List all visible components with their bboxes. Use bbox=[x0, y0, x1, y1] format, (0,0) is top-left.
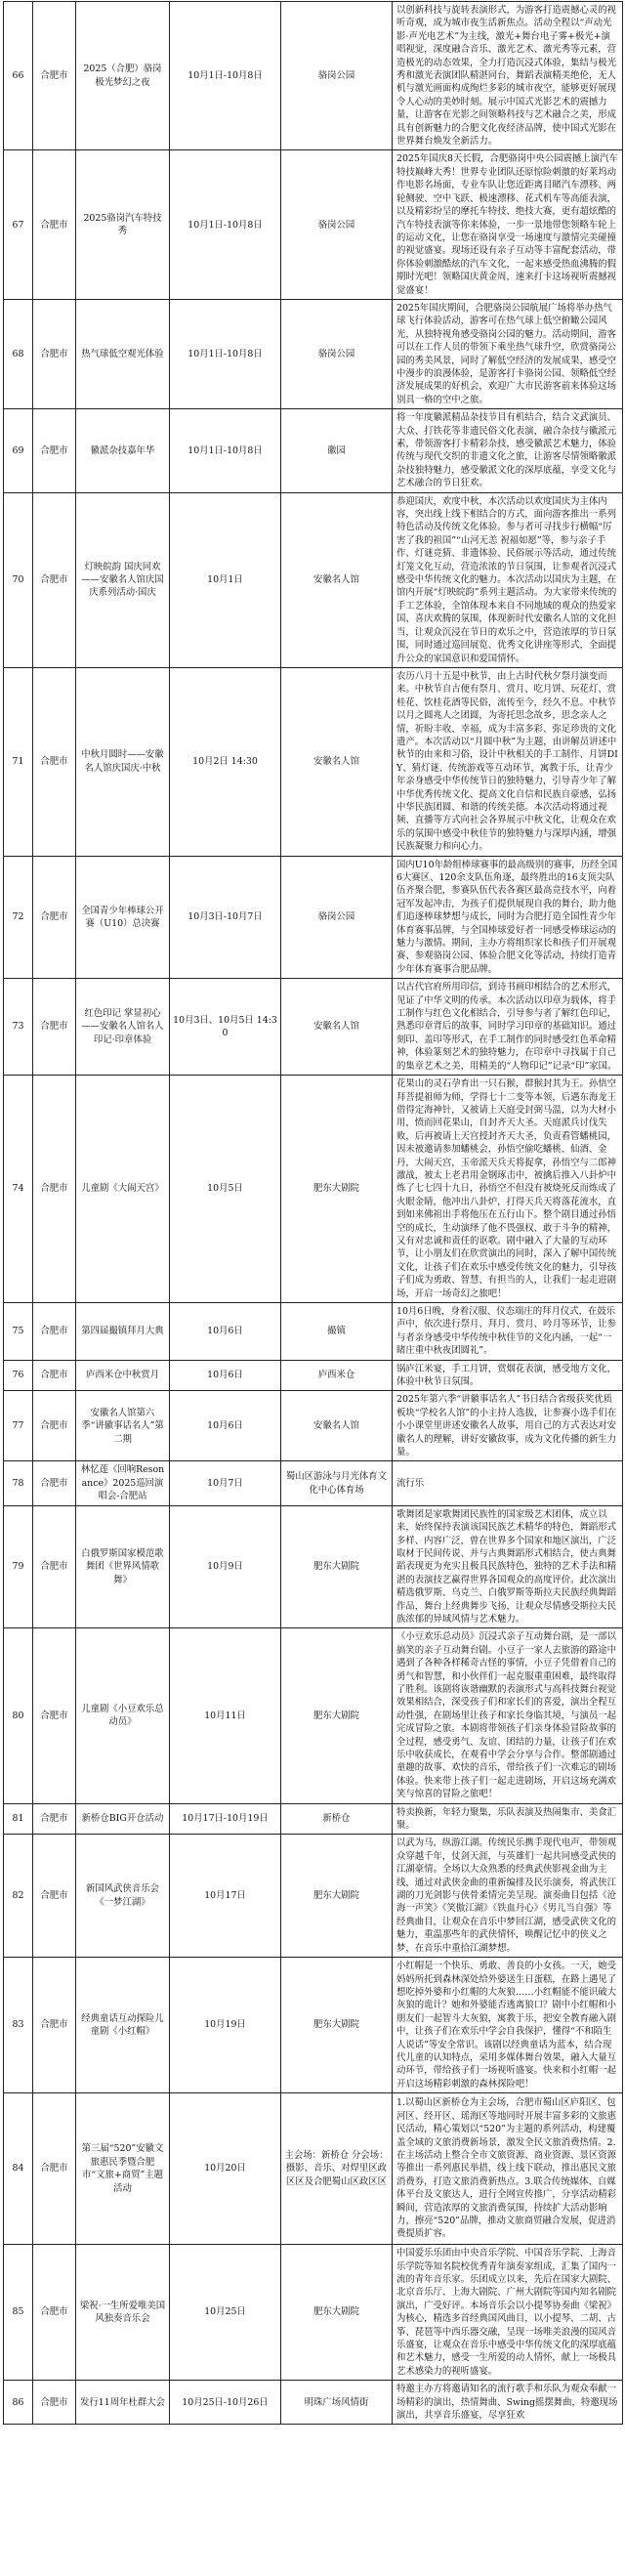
row-number: 68 bbox=[4, 299, 33, 408]
row-date: 10月20日 bbox=[170, 2093, 281, 2245]
row-activity-name: 庐西米仓中秋赏月 bbox=[76, 1360, 170, 1391]
row-description: 2025年国庆8天长假，合肥骆岗中央公园震撼上演汽车特技巅峰大秀！世界专业团队还原惊险刺激的好莱坞动作电影名场面，专业车队让您近距离目睹汽车漂移、两轮侧驶、空中飞跃、极速漂移、花式机车等高能表演，以及精彩纷呈的摩托车特技、绝技大赛，更有超炫酷的汽车特技表演等你来体验，一步一景地带您领略车轮上的运动文化，让您在骆岗享受一场速度与激情完美碰撞的视觉盛宴。现场还设有亲子互动等丰富配套活动，带你体验刺激酷炫的汽车文化，一起来感受热血沸腾的假期时光吧！领略国庆黄金周，速来打卡这场视听震撼视觉盛宴！ bbox=[393, 150, 623, 299]
table-row bbox=[4, 1391, 623, 1461]
row-date: 10月5日 bbox=[170, 1076, 281, 1303]
row-activity-name: 全国青少年棒球公开赛（U10）总决赛 bbox=[76, 856, 170, 979]
row-description: 特邀主办方将邀请知名的流行歌手和乐队为观众奉献一场精彩的演出，热情舞曲、Swing摇摆舞曲，特邀现场演出，共享音乐盛宴，尽享狂欢 bbox=[393, 2381, 623, 2425]
row-date: 10月11日 bbox=[170, 1628, 281, 1803]
table-row bbox=[4, 492, 623, 667]
row-activity-name: 中秋月圆时——安徽名人馆庆国庆·中秋 bbox=[76, 667, 170, 856]
activity-table-body bbox=[4, 2, 623, 2425]
table-row bbox=[4, 1303, 623, 1361]
row-venue: 肥东大剧院 bbox=[281, 1958, 393, 2093]
row-city: 合肥市 bbox=[33, 1360, 76, 1391]
row-description: 特卖换新，年轻力聚集，乐队表演及热闹集市、美食汇聚。 bbox=[393, 1803, 623, 1835]
row-date: 10月9日 bbox=[170, 1505, 281, 1628]
row-number: 78 bbox=[4, 1461, 33, 1505]
row-venue: 肥东大剧院 bbox=[281, 2245, 393, 2381]
row-description: 农历八月十五是中秋节，由上古时代秋夕祭月演变而来。中秋节自古便有祭月、赏月、吃月饼、玩花灯、赏桂花、饮桂花酒等民俗，流传至今，经久不息。中秋节以月之圆兆人之团圆，为寄托思念故乡，思念亲人之情，祈盼丰收、幸福，成为丰富多彩、弥足珍贵的文化遗产。本次活动以“月圆中秋”为主题，由讲解员讲述中秋节的由来和习俗，设计中秋相关的手工制作、月饼DIY、猜灯谜、传统游戏等互动环节，寓教于乐，让青少年亲身感受中华传统节日的独特魅力，引导青少年了解中华优秀传统文化、提高文化自信和民族自豪感，弘扬中华民族团圆、和谐的传统美德。本次活动将通过视频、直播等方式向社会各界展示中秋文化，让观众在欢乐的氛围中感受中秋佳节的独特魅力与深厚内涵，增强民族凝聚力和向心力。 bbox=[393, 667, 623, 856]
row-date: 10月17日 bbox=[170, 1835, 281, 1958]
row-number: 81 bbox=[4, 1803, 33, 1835]
table-row bbox=[4, 856, 623, 979]
table-row bbox=[4, 409, 623, 492]
row-city: 合肥市 bbox=[33, 1303, 76, 1361]
row-activity-name: 灯映皖韵 国庆同欢——安徽名人馆庆国庆系列活动·国庆 bbox=[76, 492, 170, 667]
table-row bbox=[4, 1628, 623, 1803]
table-row bbox=[4, 979, 623, 1076]
row-description: 以古代官府所用印信，到诗书画印相结合的艺术形式，见证了中华文明的传承。本次活动以印章为载体，将手工制作与红色文化相结合，引导参与者了解红色印记，熟悉印章背后的故事，同时学习印章的基础知识。通过刻印、盖印等形式，在手工制作的同时感受红色革命精神，体验篆刻艺术的独特魅力，在印章中寻找属于自己的集章艺术之美，用精美的“人物印记”记录“印”家国。 bbox=[393, 979, 623, 1076]
row-number: 75 bbox=[4, 1303, 33, 1361]
row-venue: 庐西米仓 bbox=[281, 1360, 393, 1391]
row-venue: 肥东大剧院 bbox=[281, 1628, 393, 1803]
row-number: 76 bbox=[4, 1360, 33, 1391]
row-city: 合肥市 bbox=[33, 150, 76, 299]
table-row bbox=[4, 1076, 623, 1303]
row-number: 74 bbox=[4, 1076, 33, 1303]
table-row bbox=[4, 2381, 623, 2425]
row-venue: 肥东大剧院 bbox=[281, 1076, 393, 1303]
row-description: 歌舞团是家歌舞团民族性的国家级艺术团体，成立以来，始终保持表演该国民族艺术精华的特色，舞蹈形式多样、内容广泛，曾在世界多个国家和地区演出，广泛取材于民间传说、并与古典舞蹈形式相结合，使古典舞蹈表现更为充实且极具民族特色，独特的艺术手法和精湛的表演技艺赢得世界各国观众的高度评价。此次演出精选俄罗斯、乌克兰、白俄罗斯等斯拉夫民族经典舞蹈作品，舞台上经典舞步飞扬，让观众尽情感受斯拉夫民族浓郁的异域风情与艺术魅力。 bbox=[393, 1505, 623, 1628]
row-city: 合肥市 bbox=[33, 2093, 76, 2245]
row-description: 花果山的灵石孕育出一只石猴，群猴封其为王。孙悟空拜菩提祖师为师，学得七十二变等本领，后遇东海龙王借得定海神针，又被请上天庭受封弼马温，以为大材小用，愤而回花果山，自封齐天大圣。天庭派兵讨伐失败，后再被请上天宫授封齐天大圣，负责看管蟠桃园，因未被邀请参加蟠桃会，孙悟空偷吃蟠桃、仙酒、金丹，大闹天宫，玉帝派天兵天将捉拿，孙悟空与二郎神激战，被太上老君用金钢琢击中，被擒后推入八卦炉中炼了七七四十九日，孙悟空不但没有被烧死反而炼成了火眼金睛，他冲出八卦炉，打得天兵天将落花流水，直到如来佛祖出手将他压在五行山下。整个剧目通过孙悟空的成长，生动演绎了他不畏强权、敢于斗争的精神，又有对忠诚和责任的讴歌。剧中融入了大量的互动环节，让小朋友们在欣赏演出的同时，深入了解中国传统文化，让孩子们在欢乐中感受传统文化的魅力，引导孩子们成为勇敢、智慧、有担当的人，让我们一起走进剧场，开启一场奇幻之旅吧！ bbox=[393, 1076, 623, 1303]
row-date: 10月6日 bbox=[170, 1391, 281, 1461]
row-venue: 安徽名人馆 bbox=[281, 667, 393, 856]
row-city: 合肥市 bbox=[33, 1505, 76, 1628]
row-number: 86 bbox=[4, 2381, 33, 2425]
row-city: 合肥市 bbox=[33, 1835, 76, 1958]
row-description: 锅庐江米宴，手工月饼，赏烟花表演，感受地方文化，体验中秋节日氛围。 bbox=[393, 1360, 623, 1391]
row-city: 合肥市 bbox=[33, 1391, 76, 1461]
row-activity-name: 儿童剧《小豆欢乐总动员》 bbox=[76, 1628, 170, 1803]
row-number: 66 bbox=[4, 2, 33, 150]
row-description: 中国爱乐乐团由中央音乐学院、中国音乐学院、上海音乐学院等知名院校优秀青年演奏家组成，汇集了国内一流的青年音乐家。乐团成立以来，先后在国家大剧院、北京音乐厅、上海大剧院、广州大剧院等国内知名剧院演出，广受好评。本场音乐会以小提琴协奏曲《梁祝》为核心，精选多首经典国风曲目，以小提琴、二胡、古筝、琵琶等中西乐器交融，呈现一场唯美浪漫的国风音乐盛宴，让观众在音乐中感受中华传统文化的深厚底蕴和艺术魅力，感受一生所爱的动人情怀，献上一场极具艺术感染力的视听盛宴。 bbox=[393, 2245, 623, 2381]
row-number: 72 bbox=[4, 856, 33, 979]
row-date: 10月17日-10月19日 bbox=[170, 1803, 281, 1835]
row-activity-name: 儿童剧《大闹天宫》 bbox=[76, 1076, 170, 1303]
row-number: 83 bbox=[4, 1958, 33, 2093]
row-city: 合肥市 bbox=[33, 856, 76, 979]
row-venue: 明珠广场风情街 bbox=[281, 2381, 393, 2425]
row-venue: 安徽名人馆 bbox=[281, 492, 393, 667]
row-activity-name: 徽派杂技嘉年华 bbox=[76, 409, 170, 492]
row-venue: 骆岗公园 bbox=[281, 150, 393, 299]
row-activity-name: 梁祝·一生所爱唯美国风独奏音乐会 bbox=[76, 2245, 170, 2381]
table-row bbox=[4, 2245, 623, 2381]
row-description: 流行乐 bbox=[393, 1461, 623, 1505]
row-number: 85 bbox=[4, 2245, 33, 2381]
row-description: 小红帽是一个快乐、勇敢、善良的小女孩。一天，她受妈妈所托到森林深处给外婆送生日蛋糕，在路上遇见了想吃掉外婆和小红帽的大灰狼……小红帽能不能识破大灰狼的诡计？她和外婆能否逃离狼口？剧中小红帽和小朋友们一起智斗大灰狼，寓教于乐，把安全教育融入剧中，让孩子们在欢乐中学会自我保护，懂得“不和陌生人说话”等安全常识。该剧以经典童话为蓝本，结合现代儿童的认知特点，采用多媒体舞台效果，融入大量互动环节，带给孩子们一场视听盛宴。快来和小红帽一起开启这场精彩刺激的森林探险吧！ bbox=[393, 1958, 623, 2093]
table-row bbox=[4, 667, 623, 856]
row-city: 合肥市 bbox=[33, 2, 76, 150]
row-date: 10月19日 bbox=[170, 1958, 281, 2093]
row-city: 合肥市 bbox=[33, 409, 76, 492]
row-city: 合肥市 bbox=[33, 979, 76, 1076]
row-date: 10月6日 bbox=[170, 1303, 281, 1361]
row-number: 84 bbox=[4, 2093, 33, 2245]
row-activity-name: 热气球低空观光体验 bbox=[76, 299, 170, 408]
row-venue: 主会场：新桥仓 分会场：摄影、音乐、对焊里区政区区及合肥蜀山区政区区 bbox=[281, 2093, 393, 2245]
row-activity-name: 第三届“520”安徽文旅惠民季暨合肥市“文旅+商贸”主题活动 bbox=[76, 2093, 170, 2245]
row-date: 10月1日-10月8日 bbox=[170, 2, 281, 150]
table-row bbox=[4, 150, 623, 299]
row-date: 10月3日-10月7日 bbox=[170, 856, 281, 979]
row-activity-name: 新桥仓BIG开仓活动 bbox=[76, 1803, 170, 1835]
row-number: 69 bbox=[4, 409, 33, 492]
row-number: 80 bbox=[4, 1628, 33, 1803]
row-date: 10月7日 bbox=[170, 1461, 281, 1505]
row-activity-name: 新国风武侠音乐会《一梦江湖》 bbox=[76, 1835, 170, 1958]
row-city: 合肥市 bbox=[33, 1461, 76, 1505]
row-activity-name: 第四届撮镇拜月大典 bbox=[76, 1303, 170, 1361]
row-activity-name: 安徽名人馆第六季“讲徽事话名人”第二期 bbox=[76, 1391, 170, 1461]
row-city: 合肥市 bbox=[33, 667, 76, 856]
row-venue: 骆岗公园 bbox=[281, 2, 393, 150]
table-row bbox=[4, 1835, 623, 1958]
row-city: 合肥市 bbox=[33, 2245, 76, 2381]
row-date: 10月1日-10月8日 bbox=[170, 150, 281, 299]
row-date: 10月6日 bbox=[170, 1360, 281, 1391]
row-venue: 徽园 bbox=[281, 409, 393, 492]
row-date: 10月25日-10月26日 bbox=[170, 2381, 281, 2425]
row-activity-name: 发行11周年杜群大会 bbox=[76, 2381, 170, 2425]
table-row bbox=[4, 1360, 623, 1391]
table-row bbox=[4, 2093, 623, 2245]
row-activity-name: 红色印记 掌显初心——安徽名人馆名人印记·印章体验 bbox=[76, 979, 170, 1076]
row-venue: 新桥仓 bbox=[281, 1803, 393, 1835]
row-date: 10月1日 bbox=[170, 492, 281, 667]
row-number: 67 bbox=[4, 150, 33, 299]
row-venue: 肥东大剧院 bbox=[281, 1835, 393, 1958]
row-activity-name: 2025（合肥）骆岗极光梦幻之夜 bbox=[76, 2, 170, 150]
activity-table bbox=[3, 1, 623, 2425]
table-row bbox=[4, 1505, 623, 1628]
row-activity-name: 林忆莲《回响Resonance》2025巡回演唱会-合肥站 bbox=[76, 1461, 170, 1505]
row-venue: 肥东大剧院 bbox=[281, 1505, 393, 1628]
row-description: 恭迎国庆，欢度中秋，本次活动以欢度国庆为主体内容，突出线上线下相结合的方式，面向游客推出一系列特色活动及传统文化体验。参与者可寻找步行横幅“厉害了我的祖国”“山河无恙 祝福如愿”等，参与亲子手作、灯谜竞猜、非遗体验、民俗展示等活动，通过传统灯笼文化互动，营造浓浓的节日氛围，让参观者沉浸式感受中华传统文化的魅力。本次活动以国庆为主题，在馆内开展“灯映皖韵”系列主题活动。为大家带来传统的手工艺体验，全馆体现本来自不同地域的观众的热爱家国、喜庆欢腾的氛围，体现新时代安徽名人馆的文化担当，让观众沉浸在节日的欢乐之中，营造浓厚的节日氛围，同时通过巡回展览、优秀文化讲座等形式，全面提升公众的家国意识和爱国情怀。 bbox=[393, 492, 623, 667]
row-city: 合肥市 bbox=[33, 2381, 76, 2425]
row-number: 70 bbox=[4, 492, 33, 667]
row-description: 将一年度徽派精品杂技节目有机结合，结合文武演员、大众、打铁花等非遗民俗文化表演，融合杂技与徽派元素，带领游客打卡精彩杂技，感受徽派艺术魅力，体验传统与现代交织的非遗文化之旅，让游客尽情领略徽派杂技独特魅力，感受徽派文化的深厚底蕴，享受文化与艺术融合的节日狂欢。 bbox=[393, 409, 623, 492]
row-description: 2025年国庆期间，合肥骆岗公园航展广场将举办热气球飞行体验活动，游客可在热气球上低空俯瞰公园风光，从独特视角感受骆岗公园的魅力。活动期间，游客可以在工作人员的带领下乘坐热气球升空，欣赏骆岗公园的秀美风景，同时了解低空经济的发展成果，感受空中漫步的浪漫体验，是游客打卡骆岗公园、领略低空经济发展成果的好机会，欢迎广大市民游客前来体验这场别具一格的空中之旅。 bbox=[393, 299, 623, 408]
row-activity-name: 经典童话互动探险儿童剧《小红帽》 bbox=[76, 1958, 170, 2093]
row-description: 10月6日晚，身着汉服、仪态端庄的拜月仪式，在鼓乐声中，依次进行祭月、拜月、赏月、吟月等环节，让参与者亲身感受中华传统中秋佳节的文化内涵，一起“一睹庄重中秋夜团圆礼”。 bbox=[393, 1303, 623, 1361]
table-row bbox=[4, 1958, 623, 2093]
row-venue: 骆岗公园 bbox=[281, 299, 393, 408]
row-number: 79 bbox=[4, 1505, 33, 1628]
row-activity-name: 白俄罗斯国家模范歌舞团《世界风情歌舞》 bbox=[76, 1505, 170, 1628]
row-date: 10月2日 14:30 bbox=[170, 667, 281, 856]
row-number: 82 bbox=[4, 1835, 33, 1958]
row-city: 合肥市 bbox=[33, 1803, 76, 1835]
row-activity-name: 2025骆岗汽车特技秀 bbox=[76, 150, 170, 299]
row-description: 《小豆欢乐总动员》沉浸式亲子互动舞台剧，是一部以搞笑的亲子互动舞台剧。小豆子一家人去旅游的路途中遇到了各种各样稀奇古怪的事情，小豆子凭借着自己的勇气和智慧，和小伙伴们一起克服重重困难，最终取得了胜利。该剧将诙谐幽默的表演形式与高科技舞台视觉效果相结合，深受孩子们和家长们的喜爱，演出全程互动性强，在剧场里让孩子和家长身临其境，与演员一起完成冒险之旅。本剧将带领孩子们亲身体验冒险故事的全过程，感受勇气、友谊、团结的力量，让孩子们在欢乐中收获成长，在观看中学会分享与合作。整部剧通过童趣的故事、欢快的音乐，带给孩子们一次难忘的剧场体验。快来带上孩子们一起走进剧场，开启这场充满欢笑与惊喜的冒险之旅吧！ bbox=[393, 1628, 623, 1803]
row-venue: 蜀山区游泳与月光体育文化中心体育场 bbox=[281, 1461, 393, 1505]
table-row bbox=[4, 2, 623, 150]
row-number: 73 bbox=[4, 979, 33, 1076]
table-row bbox=[4, 299, 623, 408]
row-city: 合肥市 bbox=[33, 1076, 76, 1303]
table-row bbox=[4, 1803, 623, 1835]
row-city: 合肥市 bbox=[33, 492, 76, 667]
row-venue: 撮镇 bbox=[281, 1303, 393, 1361]
row-description: 以武为马，纵游江湖。传统民乐携手现代电声，带领观众穿越千年，仗剑天涯，与英雄们一起共同感受武侠的江湖豪情。全场以大众熟悉的经典武侠影视金曲为主线，通过对武侠金曲的重新编排及民乐演奏，将武侠江湖的刀光剑影与侠骨柔情完美呈现。演奏曲目包括《沧海一声笑》《笑傲江湖》《铁血丹心》《男儿当自强》等经典曲目，让观众在音乐中梦回江湖，感受武侠文化的魅力，重温那些年的武侠情怀，唤醒记忆中的侠义之梦，在音乐中重拾江湖梦想。 bbox=[393, 1835, 623, 1958]
row-description: 2025年第六季“讲徽事话名人”书日结合省级获奖优质板块“学校名人馆”的小主持人选拔，让参赛小选手们在小小课堂里讲述安徽名人故事，用自己的方式表达对安徽名人的理解，讲好安徽故事，成为文化传播的新生力量。 bbox=[393, 1391, 623, 1461]
row-venue: 安徽名人馆 bbox=[281, 1391, 393, 1461]
table-row bbox=[4, 1461, 623, 1505]
row-venue: 骆岗公园 bbox=[281, 856, 393, 979]
row-city: 合肥市 bbox=[33, 299, 76, 408]
row-description: 国内U10年龄组棒球赛事的最高级别的赛事，历经全国6大赛区、120余支队伍角逐，最终胜出的16支顶尖队伍齐聚合肥，参赛队伍代表各赛区最高竞技水平，向着冠军发起冲击，为孩子们提供展现自我的舞台，助力他们追逐棒球梦想与成长，同时为合肥打造全国性青少年体育赛事品牌，与全国棒球爱好者一同感受棒球运动的魅力与激情。期间，主办方将组织家长和孩子们开展观赛、参观骆岗公园、体验合肥文化等活动，持续打造青少年体育赛事合肥品牌。 bbox=[393, 856, 623, 979]
row-city: 合肥市 bbox=[33, 1958, 76, 2093]
row-number: 71 bbox=[4, 667, 33, 856]
row-description: 以创新科技与旋转表演形式，为游客打造震撼心灵的视听奇观，成为城市夜生活新焦点。活动全程以“声动光影·声光电艺术”为主线，激光+舞台电子雾+极光+演唱视觉，深度融合音乐、激光艺术、激光秀等元素，营造极光的动态效果，全力打造沉浸式体验，集结与极光秀和激光表演团队精湛同台，舞蹈表演精美绝伦，无人机与激光画面构成绚烂多彩的城市夜空，能够更好展现令人心动的美妙时刻。展示中国式光影艺术的震撼力量，让游客在光影之间领略科技与艺术融合之美，形成具有创新魅力的合肥文化夜经济品牌，使中国式光影在世界舞台焕发全新活力。 bbox=[393, 2, 623, 150]
row-date: 10月3日、10月5日 14:30 bbox=[170, 979, 281, 1076]
row-date: 10月1日-10月8日 bbox=[170, 299, 281, 408]
row-date: 10月1日-10月8日 bbox=[170, 409, 281, 492]
row-city: 合肥市 bbox=[33, 1628, 76, 1803]
row-description: 1.以蜀山区新桥仓为主会场，合肥市蜀山区庐阳区、包河区、经开区、瑶海区等地同时开展丰富多彩的文旅惠民活动，精心策划以“520”为主题的系列活动，构建覆盖全域的文旅消费新场景，激发全民文旅消费热情。2.在主场活动上整合全市文旅资源、商业资源、景区资源等推出一系列惠民举措，线上线下联动，推出惠民文旅消费券，打造文旅消费新热点。3.联合传统媒体、自媒体平台及文旅达人，进行全网宣传推广，分享活动精彩瞬间，营造浓厚的文旅消费氛围，持续扩大活动影响力，擦亮“520”品牌，推动文旅商贸融合发展，促进消费提质扩容。 bbox=[393, 2093, 623, 2245]
row-date: 10月25日 bbox=[170, 2245, 281, 2381]
row-venue: 安徽名人馆 bbox=[281, 979, 393, 1076]
row-number: 77 bbox=[4, 1391, 33, 1461]
